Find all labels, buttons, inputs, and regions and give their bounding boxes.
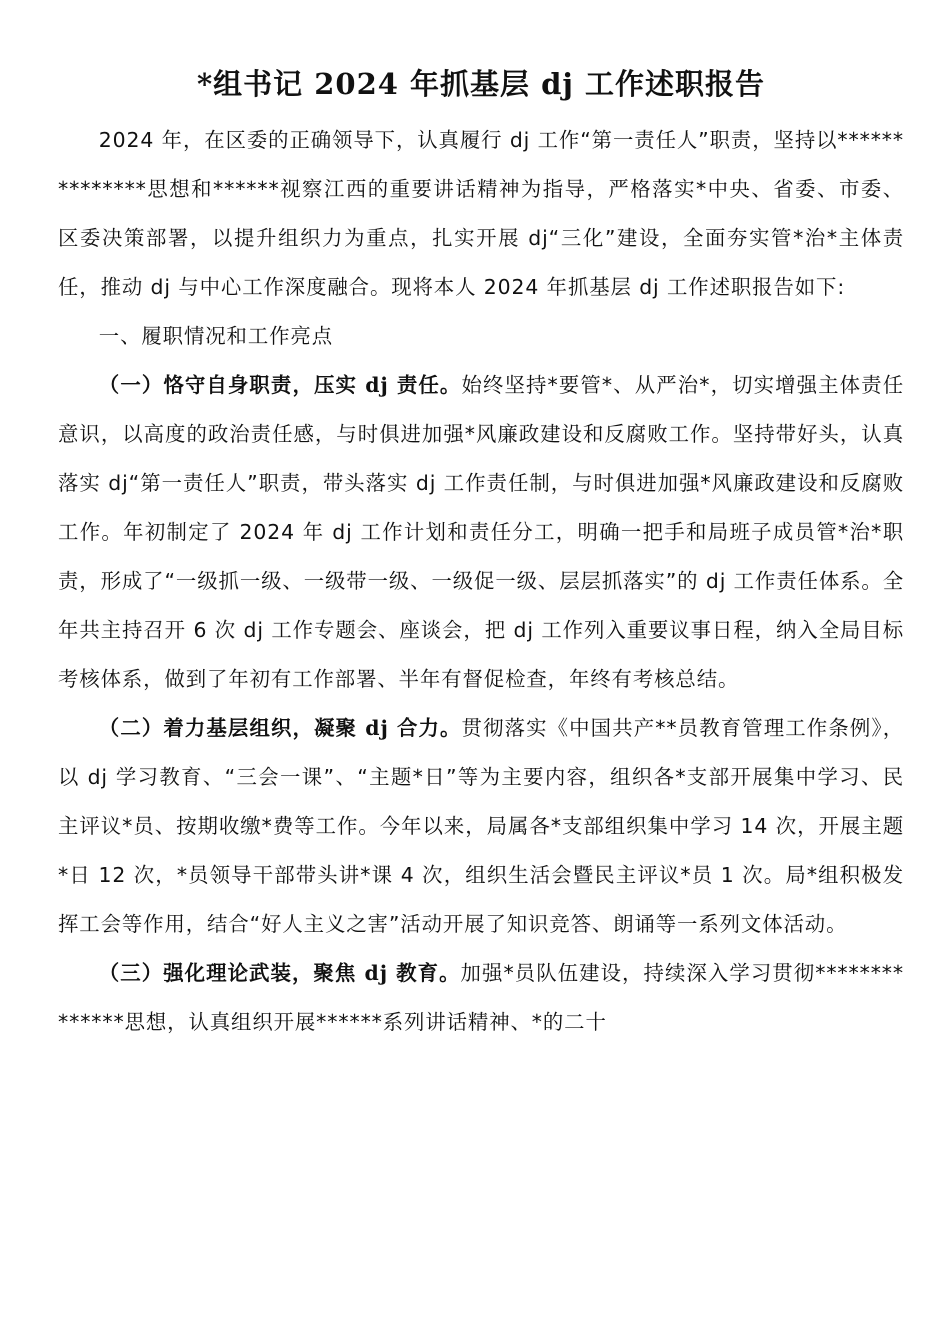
item-body-3: 加强*员队伍建设，持续深入学习贯彻**************思想，认真组织开展******系列讲话精神、*的二十 xyxy=(58,961,904,1034)
item-body-1: 始终坚持*要管*、从严治*，切实增强主体责任意识，以高度的政治责任感，与时俱进加强*风廉政建设和反腐败工作。坚持带好头，认真落实 dj“第一责任人”职责，带头落实 dj 工作责任制，与时俱进加强*风廉政建设和反腐败工作。年初制定了 2024 年 dj 工作计划和责任分工，明确一把手和局班子成员管*治*职责，形成了“一级抓一级、一级带一级、一级促一级、层层抓落实”的 dj 工作责任体系。全年共主持召开 6 次 dj 工作专题会、座谈会，把 dj 工作列入重要议事日程，纳入全局目标考核体系，做到了年初有工作部署、半年有督促检查，年终有考核总结。 xyxy=(58,373,904,691)
intro-paragraph: 2024 年，在区委的正确领导下，认真履行 dj 工作“第一责任人”职责，坚持以**************思想和******视察江西的重要讲话精神为指导，严格落实*中央、省委、市委、区委决策部署，以提升组织力为重点，扎实开展 dj“三化”建设，全面夯实管*治*主体责任，推动 dj 与中心工作深度融合。现将本人 2024 年抓基层 dj 工作述职报告如下: xyxy=(58,128,904,299)
item-paragraph-1 xyxy=(58,361,904,704)
item-lead-3: （三）强化理论武装，聚焦 dj 教育。 xyxy=(98,961,461,985)
item-lead-2: （二）着力基层组织，凝聚 dj 合力。 xyxy=(98,716,462,740)
document-page xyxy=(58,64,904,1047)
document-title: *组书记 2024 年抓基层 dj 工作述职报告 xyxy=(196,67,766,101)
section-heading-1: 一、履职情况和工作亮点 xyxy=(98,324,333,348)
item-lead-1: （一）恪守自身职责，压实 dj 责任。 xyxy=(98,373,462,397)
item-body-2: 贯彻落实《中国共产**员教育管理工作条例》，以 dj 学习教育、“三会一课”、“主题*日”等为主要内容，组织各*支部开展集中学习、民主评议*员、按期收缴*费等工作。今年以来，局属各*支部组织集中学习 14 次，开展主题*日 12 次，*员领导干部带头讲*课 4 次，组织生活会暨民主评议*员 1 次。局*组积极发挥工会等作用，结合“好人主义之害”活动开展了知识竞答、朗诵等一系列文体活动。 xyxy=(58,716,904,936)
item-paragraph-2 xyxy=(58,704,904,949)
item-paragraph-3 xyxy=(58,949,904,1047)
